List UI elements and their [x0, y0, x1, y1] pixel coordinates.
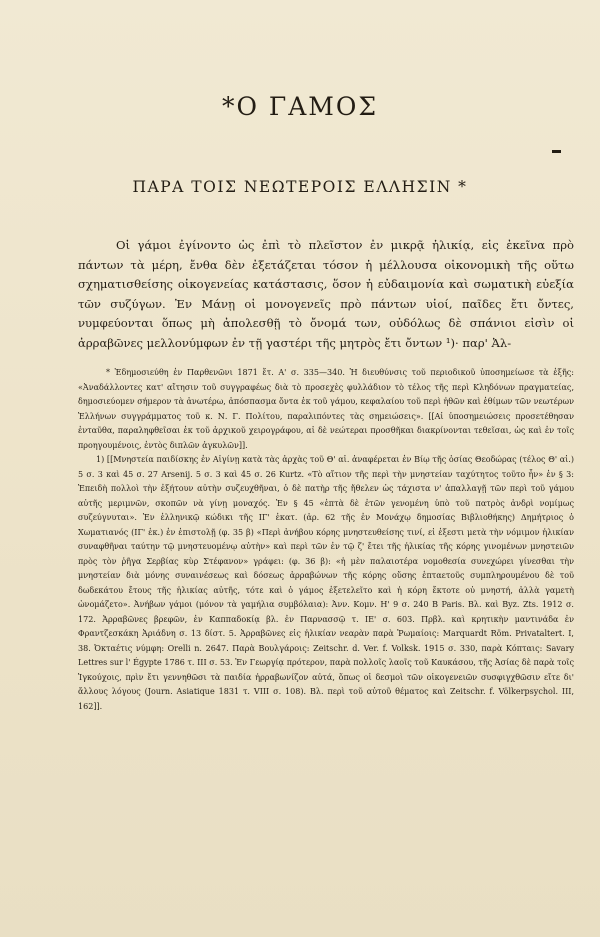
footnote-1: 1) [[Μνηστεία παιδίσκης ἐν Αἰγίνῃ κατὰ τὰς ἀρχὰς τοῦ Θ' αἰ. ἀναφέρεται ἐν Βίῳ τῆς ὁσίας Θεοδώρας (τέλος Θ' αἰ.) 5 σ. 3 καὶ 45 σ. 27 Arsenij. 5 σ. 3 καὶ 45 σ. 26 Kurtz. «Τὸ αἴτιον τῆς περὶ τὴν μνηστείαν ταχύτητος τοῦτο ἦν» ἐν § 3: Ἐπειδὴ πολλοὶ τὴν ἐξήτουν αὐτὴν συζευχθῆναι, ὁ δὲ πατὴρ τῆς ἤθελεν ὡς τάχιστα ν' ἀπαλλαγῇ τῶν περὶ τοῦ γάμου αὐτῆς μεριμνῶν, σκοπῶν νὰ γίνῃ μοναχός. Ἐν § 45 «ἑπτὰ δὲ ἐτῶν γενομένη ὑπὸ τοῦ πατρὸς ἀνδρὶ νομίμως συζεύγνυται». Ἐν ἑλληνικῷ κώδικι τῆς ΙΓ' ἑκατ. (ἀρ. 62 τῆς ἐν Μονάχῳ δημοσίας Βιβλιοθήκης) Δημήτριος ὁ Χωματιανός (ΙΓ' ἑκ.) ἐν ἐπιστολῇ (φ. 35 β) «Περὶ ἀνήβου κόρης μνηστευθείσης τινί, εἰ ἐξεστι μετὰ τὴν νόμιμον ἡλικίαν συναφθῆναι ταύτην τῷ μνηστευομένῳ αὐτὴν» καὶ περὶ τῶν ἐν τῷ ζ' ἔτει τῆς ἡλικίας τῆς κόρης γινομένων μνηστειῶν πρὸς τὸν ῥῆγα Σερβίας κὺρ Στέφανον» γράφει: (φ. 36 β): «ἡ μὲν παλαιοτέρα νομοθεσία συνεχώρει γίνεσθαι τὴν μνηστείαν διὰ μόνης συναινέσεως καὶ δόσεως ἀρραβώνων τῆς κόρης οὔσης ἑπταετοῦς συμπληρουμένου δὲ τοῦ δωδεκάτου ἔτους τῆς ἡλικίας αὐτῆς, τότε καὶ ὁ γάμος ἐξετελεῖτο καὶ ἡ κόρη ἔκτοτε οὐ μνηστή, ἀλλὰ γαμετὴ ὠνομάζετο». Ἀνήβων γάμοι (μόνον τὰ γαμήλια συμβόλαια): Ἀνν. Κομν. Η' 9 σ. 240 B Paris. Βλ. καὶ Byz. Zts. 1912 σ. 172. Ἀρραβῶνες βρεφῶν, ἐν Καππαδοκίᾳ βλ. ἐν Παρνασσῷ τ. ΙΕ' σ. 603. Πρβλ. καὶ κρητικὴν μαντινάδα ἐν Φραντζεσκάκη Ἀριάδνη σ. 13 δίστ. 5. Ἀρραβῶνες εἰς ἡλικίαν νεαρὰν παρὰ Ῥωμαίοις: Marquardt Röm. Privataltert. I, 38. Ὀκταέτις νύμφη: Orelli n. 2647. Παρὰ Βουλγάροις: Zeitschr. d. Ver. f. Volksk. 1915 σ. 330, παρὰ Κόπταις: Savary Lettres sur l' Égypte 1786 τ. III σ. 53. Ἐν Γεωργίᾳ πρότερον, παρὰ πολλοῖς λαοῖς τοῦ Καυκάσου, τῆς Ἀσίας δὲ παρὰ τοῖς Ἰγκούχοις, πρὶν ἔτι γεννηθῶσι τὰ παιδία ἠρραβωνίζον αὐτά, ὅπως οἱ δεσμοὶ τῶν οἰκογενειῶν συσφιγχθῶσιν εἴτε δι' ἄλλους λόγους (Journ. Asiatique 1831 τ. VIII σ. 108). Βλ. περὶ τοῦ αὐτοῦ θέματος καὶ Zeitschr. f. Völkerpsychol. III, 162]].	[78, 455, 574, 711]
chapter-subtitle: ΠΑΡΑ ΤΟΙΣ ΝΕΩΤΕΡΟΙΣ ΕΛΛΗΣΙΝ *	[132, 178, 468, 196]
footnotes	[78, 366, 574, 886]
footnote-separator	[78, 356, 574, 357]
chapter-title: *Ο ΓΑΜΟΣ	[221, 92, 379, 121]
main-paragraph-text: Οἱ γάμοι ἐγίνοντο ὡς ἐπὶ τὸ πλεῖστον ἐν μικρᾷ ἡλικίᾳ, εἰς ἐκεῖνα πρὸ πάντων τὰ μέρη, ἔνθα δὲν ἐξετάζεται τόσον ἡ μέλλουσα οἰκονομικὴ τῆς οὕτω σχηματισθείσης οἰκογενείας κατάστασις, ὅσον ἡ εὐδαιμονία καὶ σωματικὴ εὐεξία τῶν συζύγων. Ἐν Μάνῃ οἱ μονογενεῖς πρὸ πάντων υἱοί, παῖδες ἔτι ὄντες, νυμφεύονται ὅπως μὴ ἀπολεσθῇ τὸ ὄνομά των, οὐδόλως δὲ σπάνιοι εἰσὶν οἱ ἀρραβῶνες μελλονύμφων ἐν τῇ γαστέρι τῆς μητρὸς ἔτι ὄντων ¹)· παρ' Ἀλ-	[78, 238, 574, 350]
main-paragraph	[78, 236, 574, 354]
printer-mark	[552, 150, 561, 153]
footnote-star: * Ἐδημοσιεύθη ἐν Παρθενῶνι 1871 ἔτ. Α' σ. 335—340. Ἡ διευθύνσις τοῦ περιοδικοῦ ὑποσημείωσε τὰ ἑξῆς: «Ἀναδάλλοντες κατ' αἴτησιν τοῦ συγγραφέως διὰ τὸ προσεχὲς φυλλάδιον τὸ τέλος τῆς περὶ Κληδόνων πραγματείας, δημοσιεύομεν σήμερον τὰ ἀνωτέρω, ἀπόσπασμα ὄντα ἐκ τοῦ γάμου, κεφαλαίου τοῦ περὶ ἠθῶν καὶ ἐθίμων τῶν νεωτέρων Ἑλλήνων συγγράμματος τοῦ κ. Ν. Γ. Πολίτου, παραλιπόντες τὰς σημειώσεις». [[Αἱ ὑποσημειώσεις προσετέθησαν ἐνταῦθα, παραληφθεῖσαι ἐκ τοῦ ἀρχικοῦ χειρογράφου, αἱ δὲ νεώτεραι προσθῆκαι διακρίνονται τεθεῖσαι, ὡς καὶ ἐν τοῖς προηγουμένοις, ἐντὸς διπλῶν ἀγκυλῶν]].	[78, 368, 574, 450]
